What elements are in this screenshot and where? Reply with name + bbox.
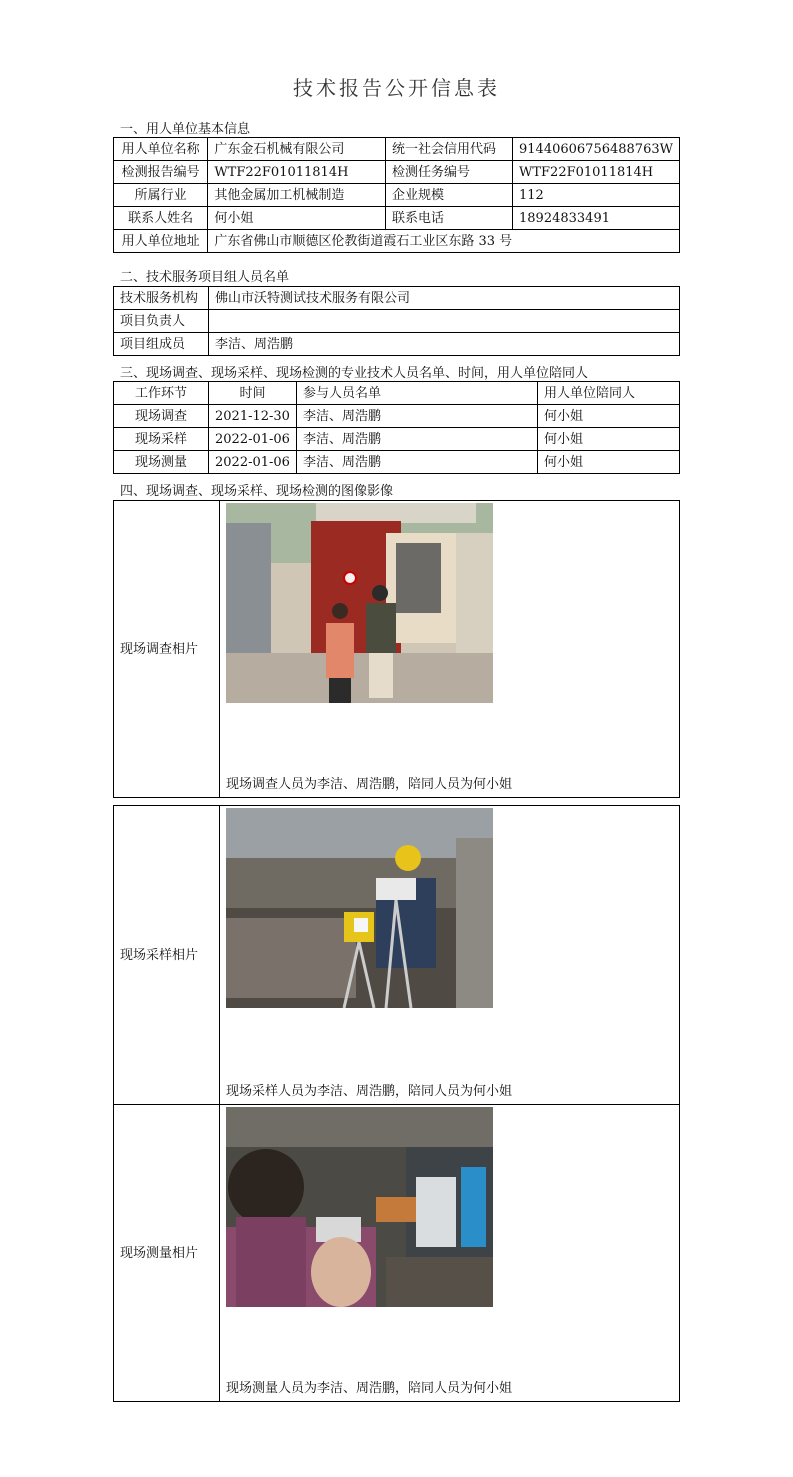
- table-cell: 何小姐: [537, 405, 679, 428]
- table-cell: 检测报告编号: [114, 161, 208, 184]
- table-cell: 何小姐: [208, 207, 386, 230]
- table-row: [114, 1105, 680, 1402]
- photo-caption: 现场采样人员为李洁、周浩鹏，陪同人员为何小姐: [226, 1084, 513, 1099]
- column-header: 工作环节: [114, 382, 209, 405]
- table-cell: 联系人姓名: [114, 207, 208, 230]
- table-row: [114, 333, 680, 356]
- table-cell: 用人单位地址: [114, 230, 208, 253]
- photo-label: 现场采样相片: [114, 806, 220, 1105]
- page-title: 技术报告公开信息表: [293, 76, 500, 100]
- sampling-photo: [226, 808, 493, 1008]
- photo-caption: 现场测量人员为李洁、周浩鹏，陪同人员为何小姐: [226, 1381, 513, 1396]
- section3-heading: 三、现场调查、现场采样、现场检测的专业技术人员名单、时间，用人单位陪同人: [120, 366, 589, 381]
- table-row: [114, 138, 680, 161]
- table-cell: 联系电话: [386, 207, 513, 230]
- photo-cell: [220, 501, 680, 798]
- table-cell: 现场调查: [114, 405, 209, 428]
- photo-label: 现场调查相片: [114, 501, 220, 798]
- table-cell: 现场测量: [114, 451, 209, 474]
- table-row: [114, 207, 680, 230]
- table-row: [114, 310, 680, 333]
- table-cell: 所属行业: [114, 184, 208, 207]
- table-cell: 广东金石机械有限公司: [208, 138, 386, 161]
- table-row: [114, 451, 680, 474]
- table-cell: 企业规模: [386, 184, 513, 207]
- photo-caption: 现场调查人员为李洁、周浩鹏，陪同人员为何小姐: [226, 777, 513, 792]
- table-cell: 112: [513, 184, 680, 207]
- table-cell: WTF22F01011814H: [208, 161, 386, 184]
- table-cell: 何小姐: [537, 428, 679, 451]
- table-cell: 用人单位名称: [114, 138, 208, 161]
- table-cell: [209, 310, 680, 333]
- table-cell: 项目组成员: [114, 333, 209, 356]
- table-cell: 项目负责人: [114, 310, 209, 333]
- table-cell: 2022-01-06: [209, 451, 297, 474]
- table-cell: 广东省佛山市顺德区伦教街道霞石工业区东路 33 号: [208, 230, 680, 253]
- table-cell: 何小姐: [537, 451, 679, 474]
- table-row: [114, 184, 680, 207]
- column-header: 用人单位陪同人: [537, 382, 679, 405]
- table-cell: 统一社会信用代码: [386, 138, 513, 161]
- column-header: 时间: [209, 382, 297, 405]
- table-row: [114, 161, 680, 184]
- table-row: [114, 428, 680, 451]
- photo-cell: [220, 806, 680, 1105]
- table-row: [114, 287, 680, 310]
- table-cell: 佛山市沃特测试技术服务有限公司: [209, 287, 680, 310]
- team-table: [113, 286, 680, 356]
- table-cell: WTF22F01011814H: [513, 161, 680, 184]
- table-cell: 检测任务编号: [386, 161, 513, 184]
- survey-photo: [226, 503, 493, 703]
- table-cell: 李洁、周浩鹏: [209, 333, 680, 356]
- table-row: [114, 230, 680, 253]
- photo-label: 现场测量相片: [114, 1105, 220, 1402]
- basic-info-table: [113, 137, 680, 253]
- section4-heading: 四、现场调查、现场采样、现场检测的图像影像: [120, 484, 394, 499]
- table-cell: 91440606756488763W: [513, 138, 680, 161]
- table-cell: 其他金属加工机械制造: [208, 184, 386, 207]
- section1-heading: 一、用人单位基本信息: [120, 122, 251, 137]
- table-cell: 李洁、周浩鹏: [296, 405, 537, 428]
- table-cell: 李洁、周浩鹏: [296, 451, 537, 474]
- photo-table-sampling-measurement: [113, 805, 680, 1402]
- schedule-table: [113, 381, 680, 474]
- table-row: [114, 405, 680, 428]
- table-row: [114, 806, 680, 1105]
- table-cell: 技术服务机构: [114, 287, 209, 310]
- photo-cell: [220, 1105, 680, 1402]
- table-row: [114, 501, 680, 798]
- photo-table-survey: [113, 500, 680, 798]
- table-cell: 2021-12-30: [209, 405, 297, 428]
- measurement-photo: [226, 1107, 493, 1307]
- section2-heading: 二、技术服务项目组人员名单: [120, 270, 290, 285]
- table-cell: 18924833491: [513, 207, 680, 230]
- table-cell: 2022-01-06: [209, 428, 297, 451]
- table-cell: 李洁、周浩鹏: [296, 428, 537, 451]
- column-header: 参与人员名单: [296, 382, 537, 405]
- table-cell: 现场采样: [114, 428, 209, 451]
- table-header-row: [114, 382, 680, 405]
